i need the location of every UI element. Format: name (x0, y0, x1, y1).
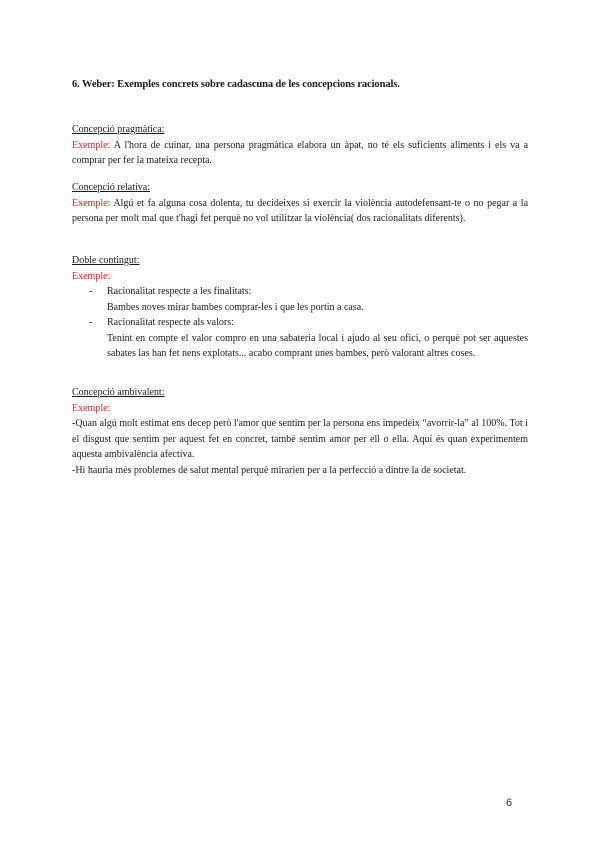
section-double-content (72, 253, 528, 362)
list-item-body: Tenint en compte el valor compro en una sabateria local i ajudo al seu ofici, o perquè pot ser aquestes sabates las han fet nens explotats... acabo comprant unes bambes, però valorant altres coses. (107, 332, 528, 359)
list-item (72, 315, 528, 362)
example-text: Algú et fa alguna cosa dolenta, tu decideixes si exercir la violència autodefensant-te o no pegar a la persona per molt mal que t'hagi fet perquè no vol utilitzar la violència( dos racionalitats diferents). (72, 197, 529, 224)
list-item (72, 284, 528, 315)
example-paragraph-relative (72, 196, 528, 227)
list-bullet: - (89, 317, 93, 328)
example-label: Exemple: (72, 139, 111, 151)
rationality-list (72, 284, 528, 362)
list-item-head: Racionalitat respecte a les finalitats: (107, 286, 252, 297)
example-paragraph-pragmatic (72, 138, 528, 169)
ambivalent-paragraph-2: -Hi hauria més problemes de salut mental perquè mirarien per a la perfecció a dintre la de societat. (72, 464, 467, 476)
section-title-ambivalent: Concepció ambivalent: (72, 387, 165, 398)
example-text: A l'hora de cuinar, una persona pragmàtica elabora un àpat, no té els suficients aliments i els va a comprar per fer la mateixa recepta. (72, 139, 529, 166)
section-title-pragmatic: Concepció pragmàtica: (72, 124, 165, 135)
ambivalent-paragraph-1: -Quan algú molt estimat ens decep però l'amor que sentim per la persona ens impedeix “avorrir-la” al 100%. Tot i el disgust que sentim per aquest fet en concret, també sentim amor per ell o ella. Aquí és quan experimentem aquesta ambivalència afectiva. (72, 418, 528, 460)
list-item-head: Racionalitat respecte als valors: (107, 317, 234, 328)
section-title-relative: Concepció relativa: (72, 182, 151, 193)
page-heading: 6. Weber: Exemples concrets sobre cadascuna de les concepcions racionals. (72, 79, 400, 90)
section-ambivalent (72, 385, 528, 478)
list-bullet: - (89, 286, 93, 297)
example-label: Exemple: (72, 402, 111, 414)
list-item-body: Bambes noves mirar bambes comprar-les i que les portin a casa. (107, 301, 364, 313)
section-title-double: Doble contingut: (72, 255, 140, 266)
section-relative (72, 180, 528, 227)
example-label: Exemple: (72, 197, 111, 209)
page-number: 6 (506, 797, 513, 809)
example-label: Exemple: (72, 270, 111, 282)
section-pragmatic (72, 122, 528, 169)
